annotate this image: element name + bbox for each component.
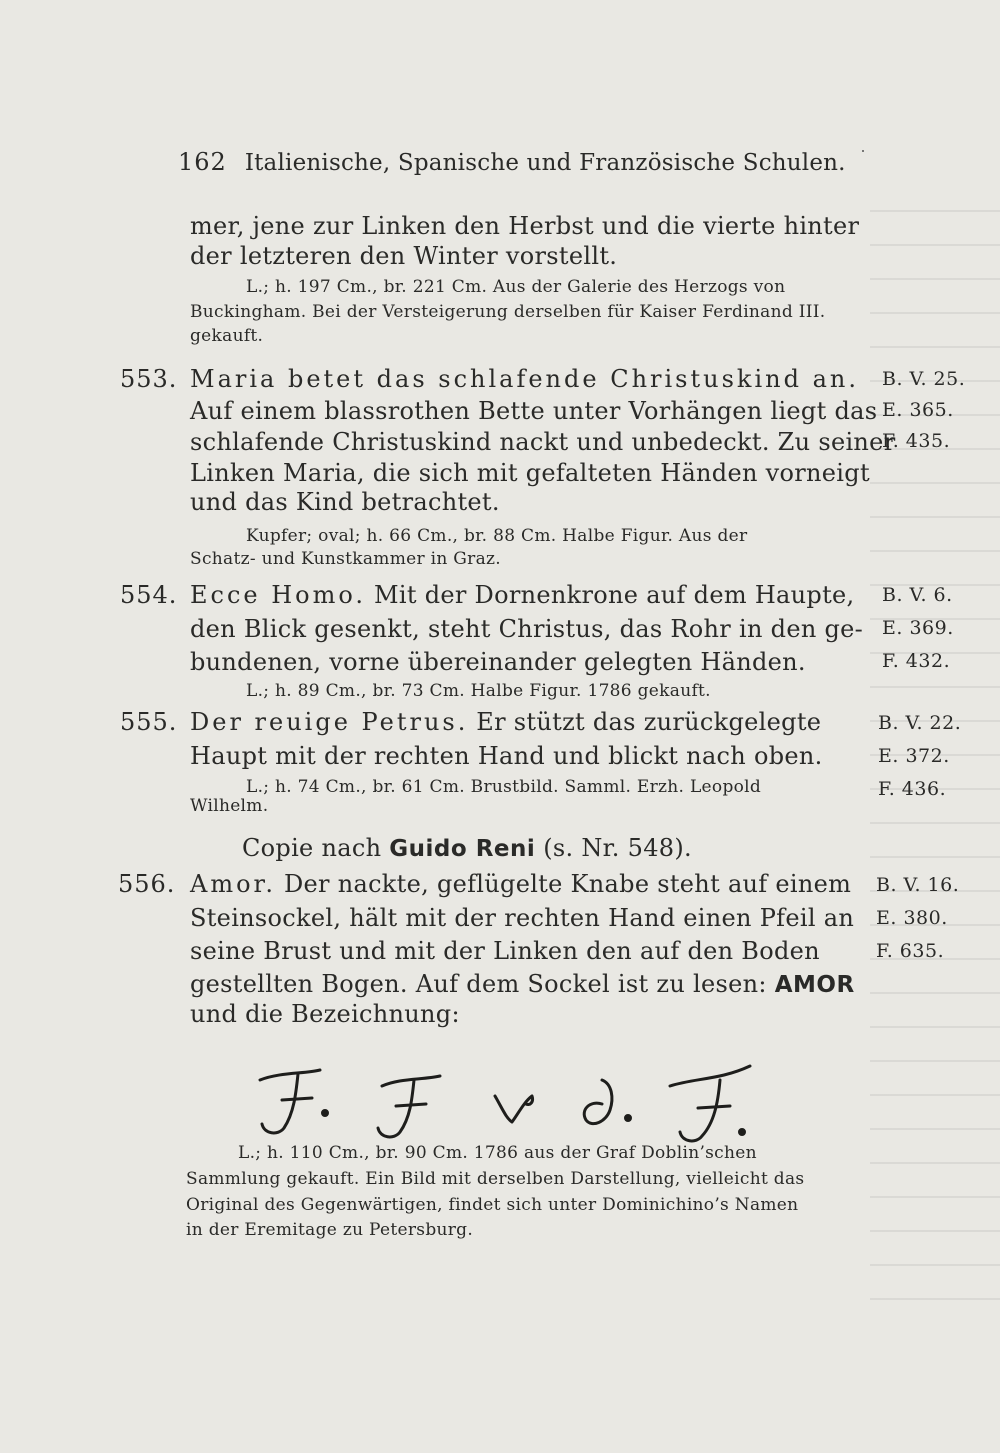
entry-number: 556. <box>118 870 176 898</box>
entry-line: Linken Maria, die sich mit gefalteten Händen vorneigt <box>190 459 870 487</box>
speck <box>862 150 864 152</box>
reference: B. V. 25. <box>882 368 966 390</box>
signature-image <box>250 1058 790 1148</box>
copy-prefix: Copie nach <box>242 834 382 862</box>
entry-line: seine Brust und mit der Linken den auf den Boden <box>190 937 820 965</box>
note-line: Schatz- und Kunstkammer in Graz. <box>190 549 502 569</box>
copy-heading <box>242 834 692 862</box>
artist-name: Guido Reni <box>389 836 536 862</box>
reference: E. 372. <box>878 745 950 767</box>
entry-line <box>190 970 855 998</box>
note-line: L.; h. 110 Cm., br. 90 Cm. 1786 aus der Graf Doblin’schen <box>238 1143 757 1163</box>
running-title: Italienische, Spanische und Französische Schulen. <box>244 150 846 176</box>
page-number: 162 <box>178 148 227 176</box>
entry-line-text: gestellten Bogen. Auf dem Sockel ist zu lesen: <box>190 970 767 998</box>
reference: F. 435. <box>882 430 951 452</box>
reference: F. 635. <box>876 940 945 962</box>
reference: E. 369. <box>882 617 954 639</box>
note-line: Sammlung gekauft. Ein Bild mit derselben Darstellung, vielleicht das <box>186 1169 805 1189</box>
entry-line: und das Kind betrachtet. <box>190 488 500 516</box>
entry-number: 554. <box>120 581 178 609</box>
entry-first-line <box>190 708 821 736</box>
note-line: Wilhelm. <box>190 796 269 816</box>
entry-line: Auf einem blassrothen Bette unter Vorhängen liegt das <box>190 397 878 425</box>
entry-line: und die Bezeichnung: <box>190 1000 460 1028</box>
continuation-line: der letzteren den Winter vorstellt. <box>190 242 618 270</box>
entry-number: 553. <box>120 365 178 393</box>
reference: E. 380. <box>876 907 948 929</box>
note-line: in der Eremitage zu Petersburg. <box>186 1220 474 1240</box>
entry-first-line <box>190 581 854 609</box>
entry-line: Der nackte, geflügelte Knabe steht auf einem <box>283 870 852 898</box>
reference: B. V. 16. <box>876 874 960 896</box>
continuation-line: mer, jene zur Linken den Herbst und die vierte hinter <box>190 212 860 240</box>
entry-line: Mit der Dornenkrone auf dem Haupte, <box>373 581 855 609</box>
inscription-amor: AMOR <box>774 972 855 998</box>
reference: B. V. 22. <box>878 712 962 734</box>
note-line: L.; h. 197 Cm., br. 221 Cm. Aus der Galerie des Herzogs von <box>246 277 786 297</box>
entry-line: Er stützt das zurückgelegte <box>476 708 822 736</box>
entry-line: Haupt mit der rechten Hand und blickt nach oben. <box>190 742 823 770</box>
reference: F. 436. <box>878 778 947 800</box>
entry-line: schlafende Christuskind nackt und unbedeckt. Zu seiner <box>190 428 896 456</box>
note-line: L.; h. 89 Cm., br. 73 Cm. Halbe Figur. 1786 gekauft. <box>246 681 711 701</box>
entry-title: Der reuige Petrus. <box>190 708 469 736</box>
entry-title: Ecce Homo. <box>190 581 367 609</box>
entry-title: Amor. <box>190 870 277 898</box>
copy-suffix: (s. Nr. 548). <box>543 834 692 862</box>
entry-line: den Blick gesenkt, steht Christus, das Rohr in den ge- <box>190 615 864 643</box>
entry-line: bundenen, vorne übereinander gelegten Händen. <box>190 648 806 676</box>
note-line: gekauft. <box>190 326 264 346</box>
entry-line: Steinsockel, hält mit der rechten Hand einen Pfeil an <box>190 904 855 932</box>
note-line: Kupfer; oval; h. 66 Cm., br. 88 Cm. Halbe Figur. Aus der <box>246 526 748 546</box>
note-line: Original des Gegenwärtigen, findet sich unter Dominichino’s Namen <box>186 1195 799 1215</box>
note-line: Buckingham. Bei der Versteigerung derselben für Kaiser Ferdinand III. <box>190 302 826 322</box>
running-header <box>178 148 846 176</box>
reference: F. 432. <box>882 650 951 672</box>
reference: E. 365. <box>882 399 954 421</box>
reference: B. V. 6. <box>882 584 953 606</box>
entry-title: Maria betet das schlafende Christuskind an. <box>190 365 859 393</box>
entry-number: 555. <box>120 708 178 736</box>
note-line: L.; h. 74 Cm., br. 61 Cm. Brustbild. Samml. Erzh. Leopold <box>246 777 762 797</box>
entry-first-line <box>190 870 851 898</box>
